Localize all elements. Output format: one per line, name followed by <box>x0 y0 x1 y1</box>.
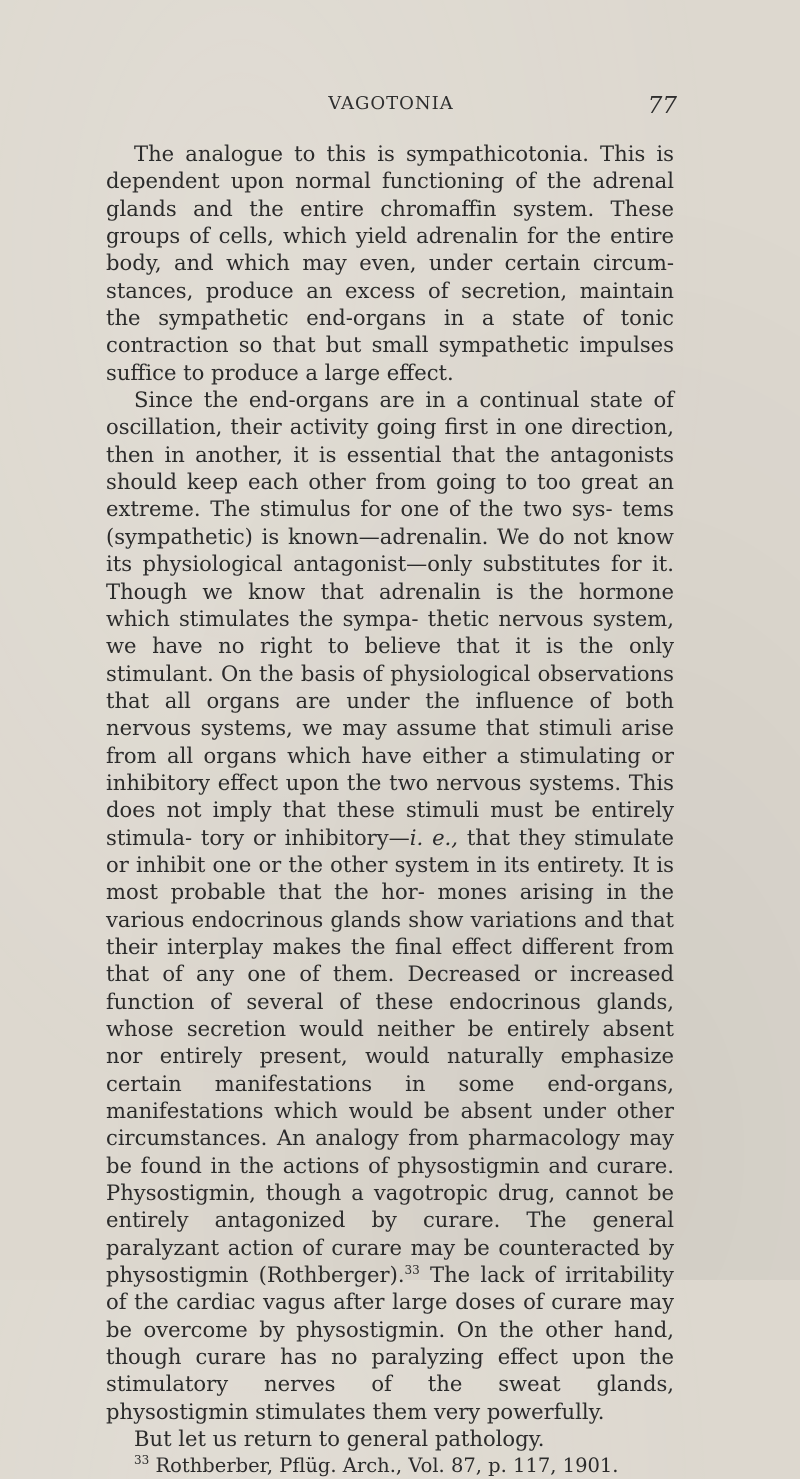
body-text <box>106 140 674 1479</box>
paragraph-text: Since the end-organs are in a continual state of oscillation, their activity going first in one direction, then in another, it is essential that the antagonists should keep each other from going to too great an extreme. The stimulus for one of the two sys- tems (sympathetic) is known—adrenalin. We do not know its physiological antagonist—only substitutes for it. Though we know that adrenalin is the hormone which stimulates the sympa- thetic nervous system, we have no right to believe that it is the only stimulant. On the basis of physiological observations that all organs are under the influence of both nervous systems, we may assume that stimuli arise from all organs which have either a stimulating or inhibitory effect upon the two nervous systems. This does not imply that these stimuli must be entirely stimula- tory or inhibitory— <box>106 387 674 850</box>
footnote <box>106 1453 674 1479</box>
italic-abbreviation: i. e., <box>409 824 458 850</box>
paragraph-return <box>106 1425 674 1452</box>
paragraph-text: The lack of irritability of the cardiac vagus after large doses of curare may be overcome by physostigmin. On the other hand, though curare has no paralyzing effect upon the stimulatory nerves of the sweat glands, physostigmin stimulates them very powerfully. <box>106 1262 674 1424</box>
running-head <box>105 93 677 119</box>
paragraph-text: But let us return to general pathology. <box>134 1426 545 1452</box>
running-title: VAGOTONIA <box>328 93 454 114</box>
paragraph-sympathicotonia <box>106 140 674 386</box>
page-number: 77 <box>647 93 677 119</box>
paragraph-text: that they stimulate or inhibit one or the other system in its entirety. It is most probable that the hor- mones arising in the various endocrinous glands show variations and that their interplay makes the final effect different from that of any one of them. Decreased or increased function of several of these endocrinous glands, whose secretion would neither be entirely absent nor entirely present, would naturally emphasize certain manifestations in some end-organs, manifestations which would be absent under other circumstances. An analogy from pharmacology may be found in the actions of physostigmin and curare. Physostigmin, though a vagotropic drug, cannot be entirely antagonized by curare. The general paralyzant action of curare may be counteracted by physostigmin (Rothberger). <box>106 824 674 1288</box>
footnote-reference: 33 <box>404 1263 420 1278</box>
paragraph-text: The analogue to this is sympathicotonia. This is dependent upon normal functioning of the adrenal glands and the entire chromaffin system. These groups of cells, which yield adrenalin for the entire body, and which may even, under certain circum- stances, produce an excess of secretion, maintain the sympathetic end-organs in a state of tonic contraction so that but small sympathetic impulses suffice to produce a large effect. <box>106 141 674 385</box>
footnote-marker: 33 <box>134 1452 150 1467</box>
paragraph-oscillation <box>106 386 674 1425</box>
footnote-text: Rothberber, Pflüg. Arch., Vol. 87, p. 117, 1901. <box>149 1453 619 1477</box>
